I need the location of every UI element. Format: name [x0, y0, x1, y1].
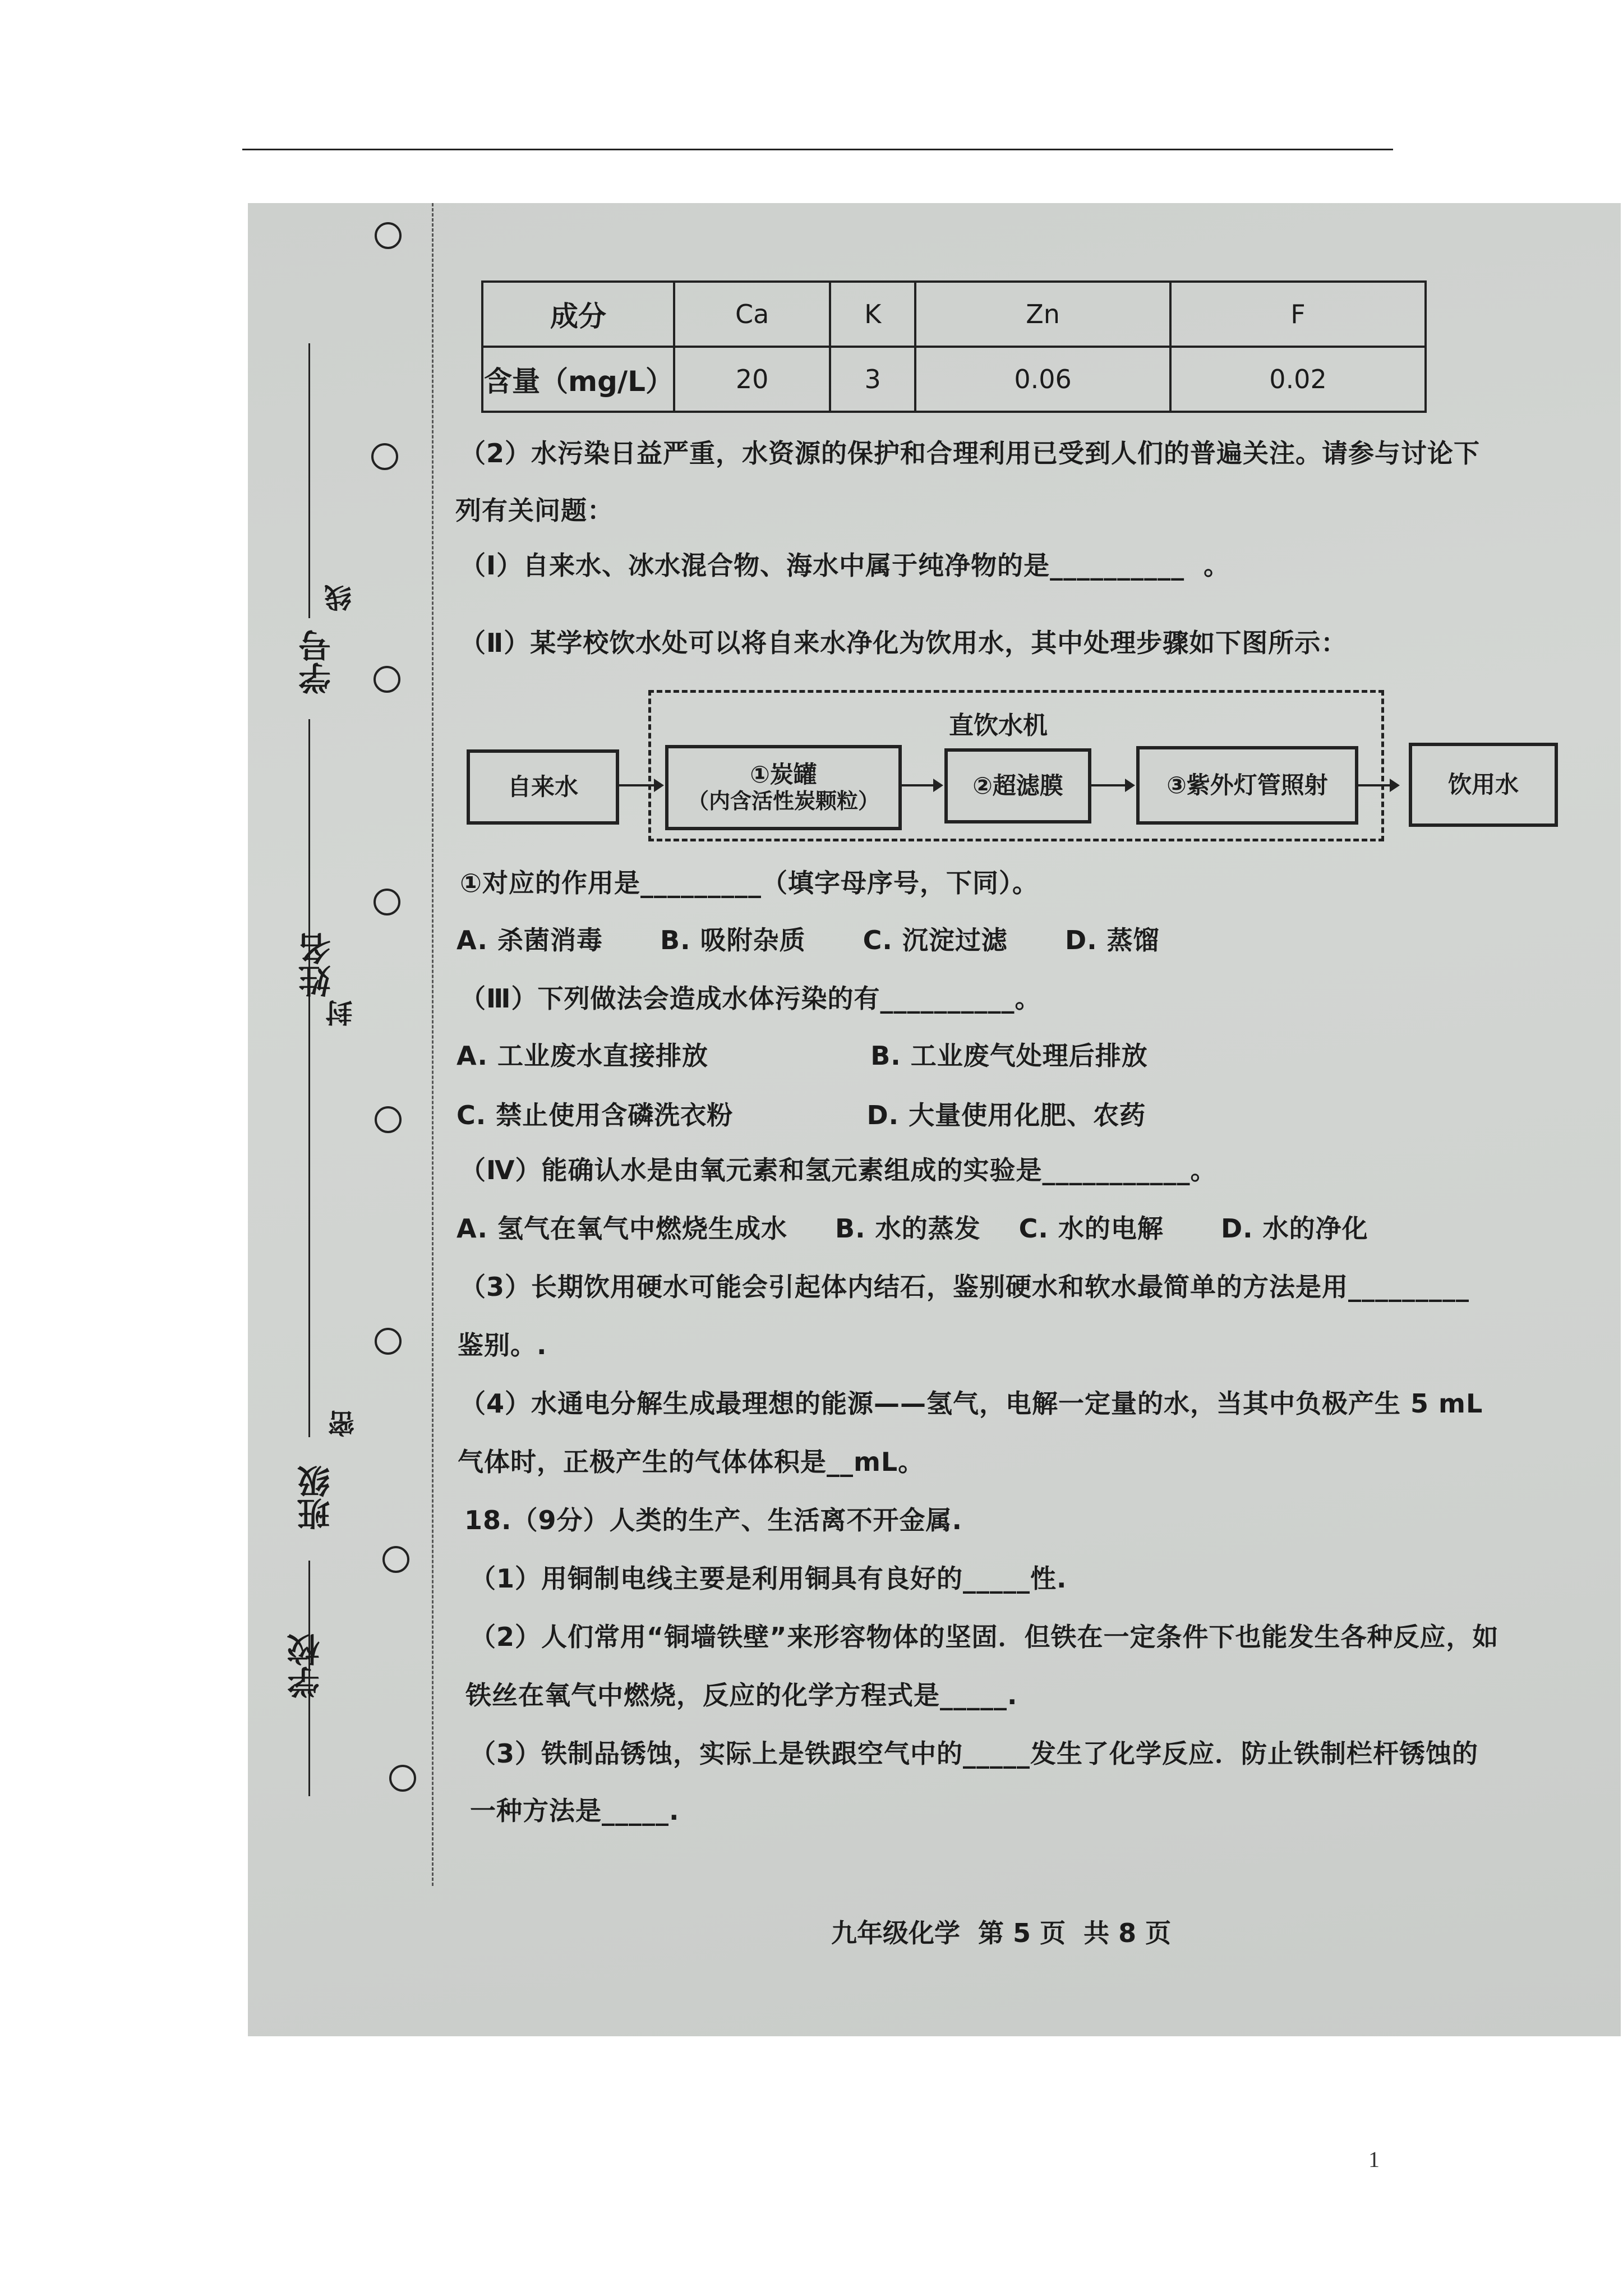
flow-label: ③紫外灯管照射 — [1166, 771, 1328, 799]
name-label: 姓名 — [298, 932, 336, 997]
header-rule — [242, 149, 1393, 150]
table-cell: 0.02 — [1170, 347, 1426, 412]
student-no-label: 学号 — [298, 629, 336, 694]
binding-hole — [389, 1765, 416, 1792]
binding-hole — [375, 222, 402, 249]
question-text: （3）铁制品锈蚀，实际上是铁跟空气中的_____发生了化学反应．防止铁制栏杆锈蚀的 — [470, 1738, 1479, 1769]
flow-label: 饮用水 — [1447, 770, 1519, 798]
table-row — [482, 282, 1426, 347]
page-number: 1 — [1368, 2147, 1380, 2172]
question-text: （Ⅲ）下列做法会造成水体污染的有__________。 — [460, 983, 1041, 1014]
question-text: （Ⅰ）自来水、冰水混合物、海水中属于纯净物的是__________ 。 — [460, 550, 1230, 581]
question-text: （2）人们常用“铜墙铁壁”来形容物体的坚固．但铁在一定条件下也能发生各种反应，如 — [470, 1622, 1499, 1652]
table-cell: 3 — [830, 347, 915, 412]
table-cell: 含量（mg/L） — [482, 347, 674, 412]
question-options: A. 工业废水直接排放 B. 工业废气处理后排放 — [457, 1041, 1148, 1071]
question-options: C. 禁止使用含磷洗衣粉 D. 大量使用化肥、农药 — [457, 1100, 1146, 1130]
question-text: （2）水污染日益严重，水资源的保护和合理利用已受到人们的普遍关注。请参与讨论下 — [460, 438, 1481, 468]
flow-arrow — [1088, 784, 1133, 786]
question-text: 鉴别。. — [458, 1330, 547, 1360]
flow-arrow — [1355, 784, 1398, 786]
question-text: （3）长期饮用硬水可能会引起体内结石，鉴别硬水和软水最简单的方法是用_________ — [460, 1272, 1470, 1302]
flow-label: ①炭罐 — [750, 761, 817, 788]
question-text: （4）水通电分解生成最理想的能源——氢气，电解一定量的水，当其中负极产生 5 mL — [460, 1388, 1483, 1419]
scanned-exam-page — [248, 203, 1621, 2036]
question-text: 列有关问题： — [455, 495, 614, 526]
flow-box-carbon — [665, 745, 902, 830]
table-cell: K — [830, 282, 915, 347]
flow-label: 自来水 — [507, 772, 578, 800]
table-cell: 0.06 — [915, 347, 1170, 412]
page-footer: 九年级化学 第 5 页 共 8 页 — [831, 1918, 1172, 1948]
binding-hole — [374, 666, 400, 693]
table-cell: F — [1170, 282, 1426, 347]
question-heading: 18.（9分）人类的生产、生活离不开金属. — [464, 1505, 962, 1535]
flow-label: ②超滤膜 — [972, 771, 1063, 799]
flow-box-output — [1409, 743, 1558, 827]
flow-box-source — [467, 749, 619, 825]
flow-box-ultrafilter — [944, 748, 1091, 823]
class-line — [308, 1022, 310, 1437]
binding-dashed-line — [432, 203, 434, 1886]
flow-box-uv — [1136, 746, 1358, 825]
flow-machine-title: 直饮水机 — [949, 711, 1048, 740]
table-cell: 成分 — [482, 282, 674, 347]
binding-hole — [375, 1328, 402, 1355]
question-text: （1）用铜制电线主要是利用铜具有良好的_____性. — [470, 1563, 1067, 1594]
seal-word-mi: 密 — [328, 1410, 359, 1437]
flow-arrow — [616, 784, 662, 786]
composition-table — [481, 280, 1427, 413]
question-text: （Ⅱ）某学校饮水处可以将自来水净化为饮用水，其中处理步骤如下图所示： — [460, 628, 1348, 658]
binding-hole — [371, 443, 398, 470]
school-label: 学校 — [287, 1634, 325, 1699]
table-cell: 20 — [674, 347, 830, 412]
flow-sublabel: （内含活性炭颗粒） — [687, 789, 879, 814]
class-label: 班级 — [297, 1465, 335, 1530]
student-no-line — [308, 343, 310, 618]
binding-hole — [382, 1546, 409, 1573]
question-text: 一种方法是_____. — [470, 1796, 680, 1826]
table-cell: Zn — [915, 282, 1170, 347]
seal-word-xian: 线 — [325, 585, 356, 611]
question-text: ①对应的作用是_________（填字母序号，下同）。 — [460, 868, 1039, 898]
question-text: 气体时，正极产生的气体体积是__mL。 — [458, 1447, 925, 1477]
seal-word-feng: 封 — [326, 1000, 357, 1027]
question-text: （Ⅳ）能确认水是由氧元素和氢元素组成的实验是___________。 — [460, 1155, 1217, 1185]
binding-hole — [374, 889, 400, 915]
table-row — [482, 347, 1426, 412]
binding-hole — [375, 1106, 402, 1133]
question-options: A. 氢气在氧气中燃烧生成水 B. 水的蒸发 C. 水的电解 D. 水的净化 — [457, 1213, 1368, 1244]
question-text: 铁丝在氧气中燃烧，反应的化学方程式是_____. — [465, 1680, 1018, 1710]
flow-arrow — [898, 784, 941, 786]
table-cell: Ca — [674, 282, 830, 347]
question-options: A. 杀菌消毒 B. 吸附杂质 C. 沉淀过滤 D. 蒸馏 — [457, 925, 1160, 955]
